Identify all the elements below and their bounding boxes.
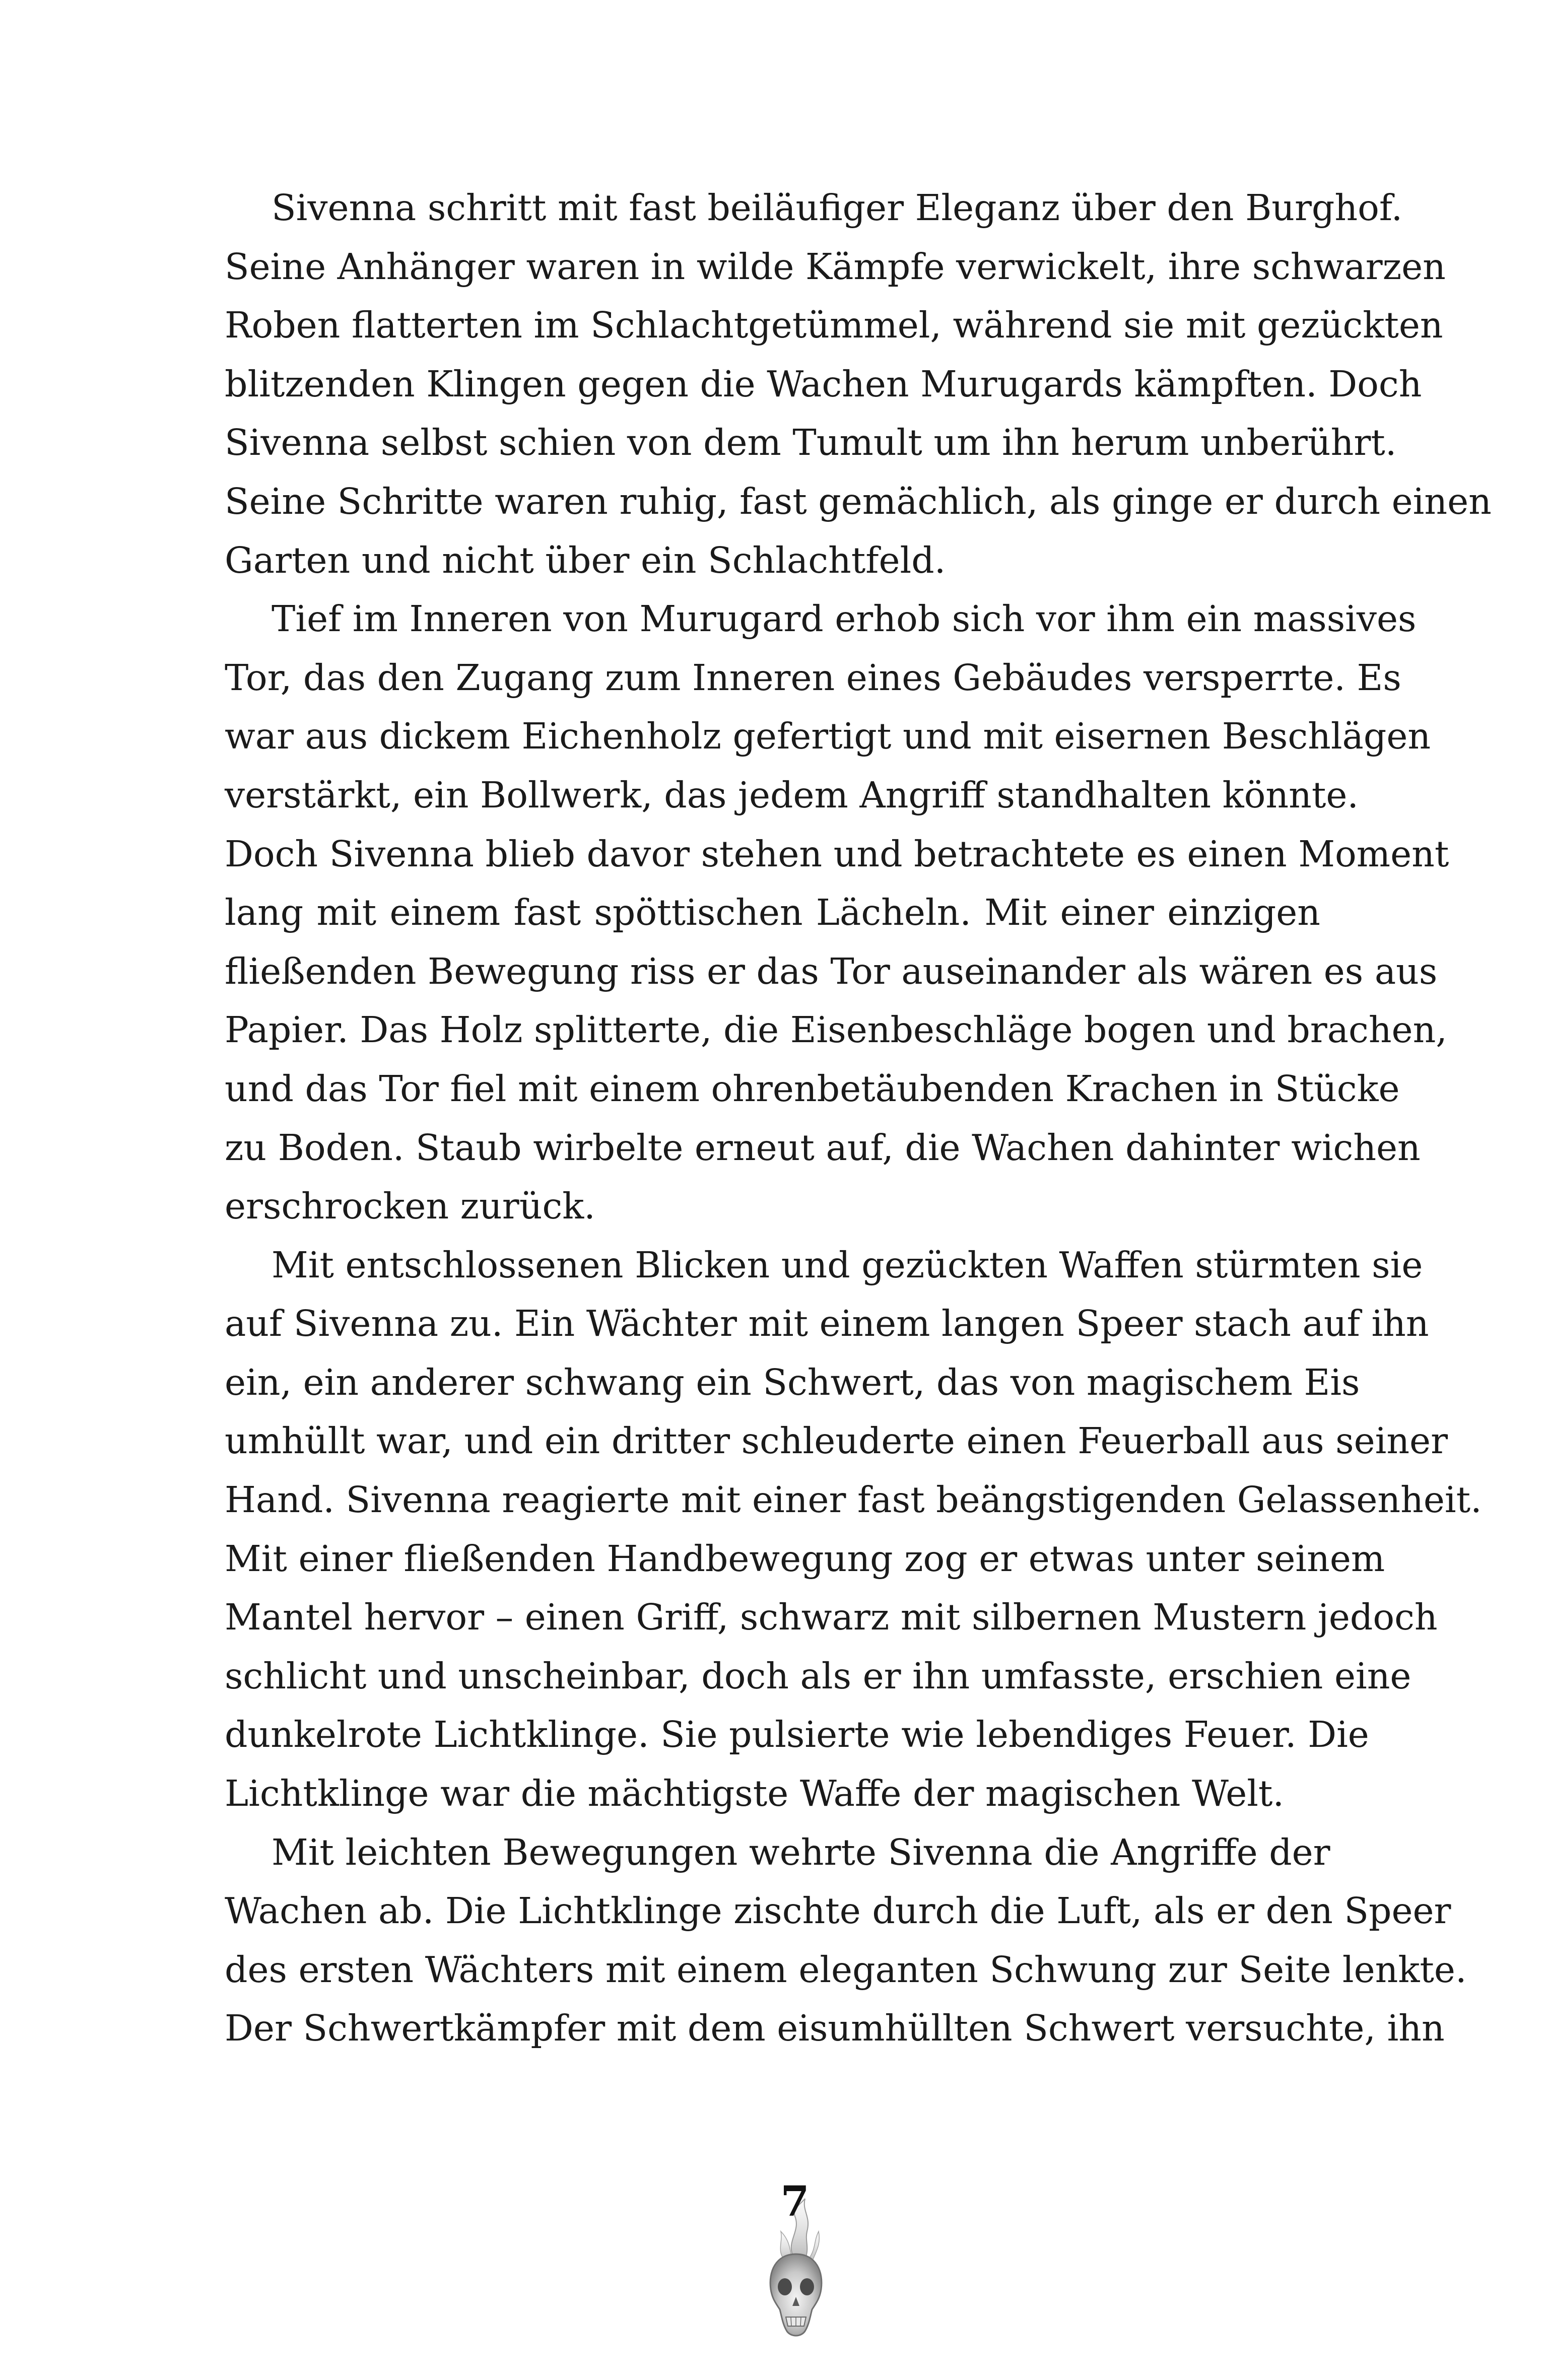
paragraph-line: auf Sivenna zu. Ein Wächter mit einem langen Speer stach auf ihn <box>225 1303 1429 1345</box>
paragraph-line: Roben flatterten im Schlachtgetümmel, während sie mit gezückten <box>225 304 1443 347</box>
paragraph-line: Sivenna schritt mit fast beiläufiger Eleganz über den Burghof. <box>272 187 1403 229</box>
body-text <box>225 179 1492 2058</box>
paragraph-line: Sivenna selbst schien von dem Tumult um ihn herum unberührt. <box>225 422 1397 464</box>
paragraph-line: Mit leichten Bewegungen wehrte Sivenna die Angriffe der <box>272 1831 1330 1873</box>
paragraph-line: Mit entschlossenen Blicken und gezückten Waffen stürmten sie <box>272 1244 1423 1286</box>
paragraph-line: Seine Schritte waren ruhig, fast gemächlich, als ginge er durch einen <box>225 480 1492 522</box>
paragraph-line: Wachen ab. Die Lichtklinge zischte durch die Luft, als er den Speer <box>225 1890 1451 1932</box>
paragraph-line: Der Schwertkämpfer mit dem eisumhüllten Schwert versuchte, ihn <box>225 2007 1445 2050</box>
paragraph-line: Seine Anhänger waren in wilde Kämpfe verwickelt, ihre schwarzen <box>225 245 1446 288</box>
paragraph-line: des ersten Wächters mit einem eleganten Schwung zur Seite lenkte. <box>225 1948 1467 1991</box>
paragraph-line: Papier. Das Holz splitterte, die Eisenbeschläge bogen und brachen, <box>225 1009 1447 1051</box>
paragraph-line: zu Boden. Staub wirbelte erneut auf, die Wachen dahinter wichen <box>225 1126 1421 1169</box>
page-number: 7 <box>780 2178 810 2226</box>
paragraph-line: schlicht und unscheinbar, doch als er ihn umfasste, erschien eine <box>225 1655 1411 1697</box>
paragraph-line: fließenden Bewegung riss er das Tor auseinander als wären es aus <box>225 950 1438 992</box>
paragraph-line: Mantel hervor – einen Griff, schwarz mit silbernen Mustern jedoch <box>225 1596 1438 1639</box>
paragraph-line: Garten und nicht über ein Schlachtfeld. <box>225 539 946 581</box>
paragraph-line: Hand. Sivenna reagierte mit einer fast beängstigenden Gelassenheit. <box>225 1479 1482 1521</box>
paragraph-line: umhüllt war, und ein dritter schleuderte einen Feuerball aus seiner <box>225 1420 1448 1462</box>
paragraph-line: erschrocken zurück. <box>225 1185 595 1228</box>
paragraph-line: Doch Sivenna blieb davor stehen und betrachtete es einen Moment <box>225 833 1449 875</box>
paragraph-line: ein, ein anderer schwang ein Schwert, das von magischem Eis <box>225 1361 1360 1403</box>
paragraph-line: blitzenden Klingen gegen die Wachen Murugards kämpften. Doch <box>225 363 1422 405</box>
paragraph-line: lang mit einem fast spöttischen Lächeln. Mit einer einzigen <box>225 892 1320 934</box>
paragraph-line: war aus dickem Eichenholz gefertigt und mit eisernen Beschlägen <box>225 715 1431 758</box>
paragraph-line: Lichtklinge war die mächtigste Waffe der magischen Welt. <box>225 1773 1285 1815</box>
paragraph-line: Tor, das den Zugang zum Inneren eines Gebäudes versperrte. Es <box>225 656 1401 699</box>
paragraph-line: Tief im Inneren von Murugard erhob sich vor ihm ein massives <box>272 598 1417 640</box>
paragraph-line: verstärkt, ein Bollwerk, das jedem Angriff standhalten könnte. <box>225 774 1359 816</box>
paragraph-line: dunkelrote Lichtklinge. Sie pulsierte wie lebendiges Feuer. Die <box>225 1714 1369 1756</box>
paragraph-line: Mit einer fließenden Handbewegung zog er etwas unter seinem <box>225 1537 1385 1580</box>
paragraph-line: und das Tor fiel mit einem ohrenbetäubenden Krachen in Stücke <box>225 1067 1400 1110</box>
